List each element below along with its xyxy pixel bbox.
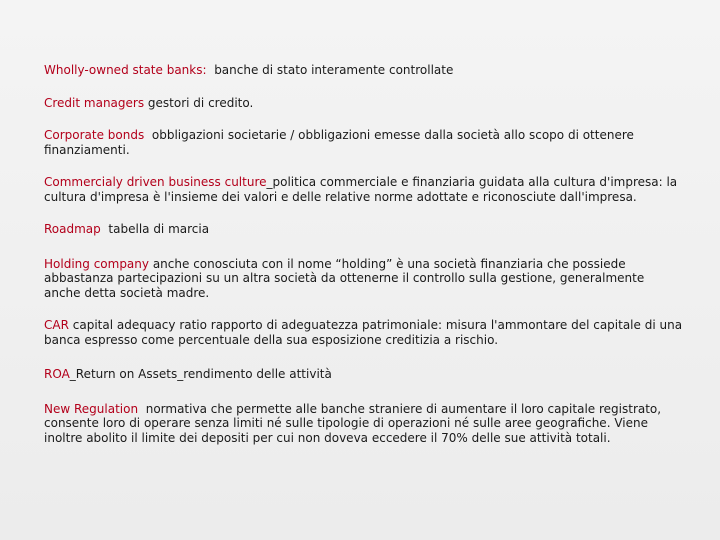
glossary-term: Wholly-owned state banks: (44, 63, 207, 77)
glossary-definition: anche conosciuta con il nome “holding” è una società finanziaria che possiede abbastanza partecipazioni su un altra società da ottenerne il controllo sulla gestione, generalmente anche detta società madre. (44, 256, 645, 300)
glossary-entry (44, 175, 684, 204)
glossary-definition: obbligazioni societarie / obbligazioni emesse dalla società allo scopo di ottenere finanziamenti. (44, 128, 634, 157)
glossary-term: Credit managers (44, 95, 145, 110)
glossary-list (44, 63, 684, 445)
glossary-term: Roadmap (44, 222, 101, 236)
glossary-definition: politica commerciale e finanziaria guidata alla cultura d'impresa: la cultura d'impresa è l'insieme dei valori e delle relative norme adottate e riconosciute dall'impresa. (44, 175, 678, 204)
glossary-term: Commercialy driven business culture (44, 175, 267, 189)
glossary-entry (44, 96, 684, 111)
glossary-definition: _Return on Assets_rendimento delle attività (69, 367, 332, 381)
glossary-separator: _ (266, 175, 273, 189)
glossary-term: CAR (44, 318, 69, 332)
glossary-separator (138, 402, 146, 416)
glossary-entry (44, 63, 684, 78)
glossary-definition: normativa che permette alle banche straniere di aumentare il loro capitale registrato, consente loro di operare senza limiti né sulle tipologie di operazioni né sulle aree geografiche. Viene inoltre abolito il limite dei depositi per cui non doveva eccedere il 70% delle sue attività totali. (44, 401, 662, 445)
glossary-term: Corporate bonds (44, 128, 145, 142)
glossary-definition: capital adequacy ratio rapporto di adeguatezza patrimoniale: misura l'ammontare del capitale di una banca espresso come percentuale della sua esposizione creditizia a rischio. (44, 318, 683, 347)
glossary-entry (44, 257, 684, 301)
glossary-definition: gestori di credito. (147, 95, 254, 110)
glossary-entry (44, 222, 684, 237)
glossary-term: Holding company (44, 256, 149, 271)
glossary-term: New Regulation (44, 401, 139, 416)
glossary-definition: tabella di marcia (108, 222, 210, 236)
glossary-entry (44, 367, 684, 382)
glossary-term: ROA (44, 367, 70, 381)
glossary-entry (44, 402, 684, 446)
glossary-definition: banche di stato interamente controllate (214, 63, 454, 77)
glossary-entry (44, 318, 684, 347)
glossary-entry (44, 128, 684, 157)
glossary-separator (144, 128, 152, 142)
